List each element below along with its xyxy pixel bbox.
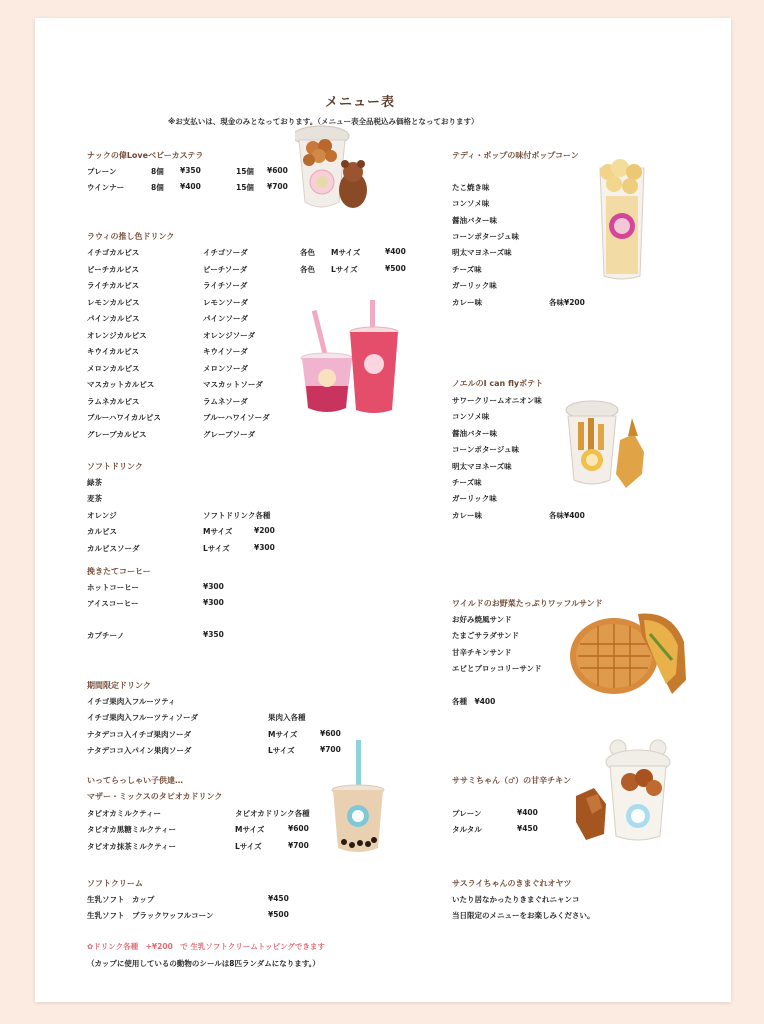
coffee-item: アイスコーヒー: [87, 599, 139, 608]
soft-drinks-size: Mサイズ: [203, 527, 233, 536]
icecream-price: ¥450: [268, 894, 289, 903]
chicken-price: ¥400: [517, 808, 538, 817]
potato-item: カレー味: [452, 511, 482, 520]
coffee-price: ¥300: [203, 598, 224, 607]
chicken-item: タルタル: [452, 825, 482, 834]
potato-item: 醤油バター味: [452, 429, 497, 438]
castella-count: 15個: [236, 183, 254, 192]
limited-item: イチゴ果肉入フルーツティソーダ: [87, 713, 198, 722]
calpis-item: レモンカルピス: [87, 298, 140, 307]
waffle-price: 各種 ¥400: [452, 697, 496, 706]
popcorn-item: ガーリック味: [452, 281, 497, 290]
chicken-photo: [572, 738, 676, 846]
limited-price: ¥600: [320, 729, 341, 738]
surprise-line: いたり居なかったりきまぐれニャンコ: [452, 895, 580, 904]
soft-drink-item: カルピス: [87, 527, 117, 536]
calpis-item: グレープカルピス: [87, 430, 147, 439]
tapioca-photo: [330, 740, 388, 856]
castella-count: 8個: [151, 183, 164, 192]
soft-drinks-price: ¥200: [254, 526, 275, 535]
castella-count: 8個: [151, 167, 164, 176]
tapioca-item: タピオカミルクティー: [87, 809, 162, 818]
tapioca-heading: マザー・ミックスのタピオカドリンク: [87, 792, 223, 801]
soft-drinks-size: Lサイズ: [203, 544, 230, 553]
soft-drinks-price: ¥300: [254, 543, 275, 552]
surprise-heading: サスライちゃんのきまぐれオヤツ: [452, 879, 572, 888]
soda-item: グレープソーダ: [203, 430, 256, 439]
tapioca-size: Mサイズ: [235, 825, 265, 834]
soda-item: イチゴソーダ: [203, 248, 248, 257]
potato-item: 明太マヨネーズ味: [452, 462, 512, 471]
limited-price: ¥700: [320, 745, 341, 754]
popcorn-item: カレー味: [452, 298, 482, 307]
calpis-item: キウイカルピス: [87, 347, 140, 356]
coffee-price: ¥350: [203, 630, 224, 639]
soft-drinks-label: ソフトドリンク各種: [203, 511, 271, 520]
color-drinks-size: Mサイズ: [331, 248, 361, 257]
soda-item: キウイソーダ: [203, 347, 248, 356]
coffee-heading: 挽きたてコーヒー: [87, 567, 151, 576]
soda-item: ライチソーダ: [203, 281, 248, 290]
soft-drinks-heading: ソフトドリンク: [87, 462, 143, 471]
calpis-item: イチゴカルピス: [87, 248, 140, 257]
coffee-price: ¥300: [203, 582, 224, 591]
soda-item: ラムネソーダ: [203, 397, 248, 406]
popcorn-item: たこ焼き味: [452, 183, 490, 192]
icecream-item: 生乳ソフト カップ: [87, 895, 155, 904]
waffle-photo: [568, 606, 688, 698]
castella-item: ウインナー: [87, 183, 125, 192]
soda-item: パインソーダ: [203, 314, 248, 323]
color-drinks-heading: ラウィの推し色ドリンク: [87, 232, 175, 241]
tapioca-item: タピオカ黒糖ミルクティー: [87, 825, 177, 834]
waffle-item: お好み焼風サンド: [452, 615, 512, 624]
popcorn-item: 醤油バター味: [452, 216, 497, 225]
calpis-item: オレンジカルピス: [87, 331, 147, 340]
color-drinks-size: Lサイズ: [331, 265, 358, 274]
calpis-item: ラムネカルピス: [87, 397, 140, 406]
waffle-item: 甘辛チキンサンド: [452, 648, 512, 657]
menu-title: メニュー表: [325, 95, 396, 110]
color-drinks-price: ¥400: [385, 247, 406, 256]
castella-photo: [295, 124, 375, 220]
chicken-heading: ササミちゃん（♂）の甘辛チキン: [452, 776, 572, 785]
soda-item: オレンジソーダ: [203, 331, 256, 340]
icecream-price: ¥500: [268, 910, 289, 919]
popcorn-item: チーズ味: [452, 265, 482, 274]
castella-price: ¥600: [267, 166, 288, 175]
castella-heading: ナックの偉Loveベビーカステラ: [87, 151, 204, 160]
soda-item: メロンソーダ: [203, 364, 248, 373]
soft-drink-item: 麦茶: [87, 494, 102, 503]
popcorn-item: コンソメ味: [452, 199, 490, 208]
castella-price: ¥350: [180, 166, 201, 175]
limited-item: イチゴ果肉入フルーツティ: [87, 697, 176, 706]
color-drinks-price-label: 各色: [300, 265, 315, 274]
calpis-item: メロンカルピス: [87, 364, 140, 373]
potato-heading: ノエルのI can flyポテト: [452, 379, 544, 388]
coffee-item: カプチーノ: [87, 631, 125, 640]
castella-item: プレーン: [87, 167, 117, 176]
calpis-item: パインカルピス: [87, 314, 140, 323]
calpis-item: マスカットカルピス: [87, 380, 155, 389]
soda-item: マスカットソーダ: [203, 380, 263, 389]
waffle-heading: ワイルドのお野菜たっぷりワッフルサンド: [452, 599, 603, 608]
sticker-note: （カップに使用しているの動物のシールは8匹ランダムになります。）: [87, 959, 320, 968]
soda-item: レモンソーダ: [203, 298, 248, 307]
limited-label: 果肉入各種: [268, 713, 306, 722]
waffle-item: たまごサラダサンド: [452, 631, 520, 640]
tapioca-price: ¥700: [288, 841, 309, 850]
chicken-price: ¥450: [517, 824, 538, 833]
limited-size: Lサイズ: [268, 746, 295, 755]
potato-item: サワークリームオニオン味: [452, 396, 542, 405]
popcorn-item: 明太マヨネーズ味: [452, 248, 512, 257]
color-drinks-photo: [300, 300, 402, 418]
soft-drink-item: カルピスソーダ: [87, 544, 140, 553]
potato-price: 各味¥400: [549, 511, 585, 520]
calpis-item: ブルーハワイカルピス: [87, 413, 161, 422]
tapioca-intro: いってらっしゃい子供達…: [87, 776, 183, 785]
potato-item: コーンポタージュ味: [452, 445, 520, 454]
waffle-item: エビとブロッコリーサンド: [452, 664, 542, 673]
soda-item: ブルーハワイソーダ: [203, 413, 270, 422]
coffee-item: ホットコーヒー: [87, 583, 139, 592]
limited-item: ナタデココ入パイン果肉ソーダ: [87, 746, 192, 755]
potato-item: ガーリック味: [452, 494, 497, 503]
tapioca-size: Lサイズ: [235, 842, 262, 851]
soda-item: ピーチソーダ: [203, 265, 248, 274]
color-drinks-price: ¥500: [385, 264, 406, 273]
castella-count: 15個: [236, 167, 254, 176]
chicken-item: プレーン: [452, 809, 482, 818]
surprise-line: 当日限定のメニューをお楽しみください。: [452, 911, 595, 920]
icecream-heading: ソフトクリーム: [87, 879, 143, 888]
popcorn-photo: [596, 158, 648, 282]
calpis-item: ライチカルピス: [87, 281, 140, 290]
popcorn-heading: テディ・ポップの味付ポップコーン: [452, 151, 579, 160]
tapioca-item: タピオカ抹茶ミルクティー: [87, 842, 177, 851]
calpis-item: ピーチカルピス: [87, 265, 140, 274]
soft-drink-item: オレンジ: [87, 511, 117, 520]
tapioca-label: タピオカドリンク各種: [235, 809, 310, 818]
payment-notice: ※お支払いは、現金のみとなっております。（メニュー表全品税込み価格となっております）: [168, 117, 479, 126]
potato-item: チーズ味: [452, 478, 482, 487]
limited-size: Mサイズ: [268, 730, 298, 739]
icecream-item: 生乳ソフト ブラックワッフルコーン: [87, 911, 214, 920]
castella-price: ¥700: [267, 182, 288, 191]
limited-item: ナタデココ入イチゴ果肉ソーダ: [87, 730, 192, 739]
castella-price: ¥400: [180, 182, 201, 191]
tapioca-price: ¥600: [288, 824, 309, 833]
soft-drink-item: 緑茶: [87, 478, 102, 487]
potato-item: コンソメ味: [452, 412, 490, 421]
limited-heading: 期間限定ドリンク: [87, 681, 151, 690]
potato-photo: [562, 400, 652, 494]
popcorn-price: 各味¥200: [549, 298, 585, 307]
topping-note: ✿ドリンク各種 +¥200 で 生乳ソフトクリームトッピングできます: [87, 942, 325, 951]
color-drinks-price-label: 各色: [300, 248, 315, 257]
popcorn-item: コーンポタージュ味: [452, 232, 520, 241]
